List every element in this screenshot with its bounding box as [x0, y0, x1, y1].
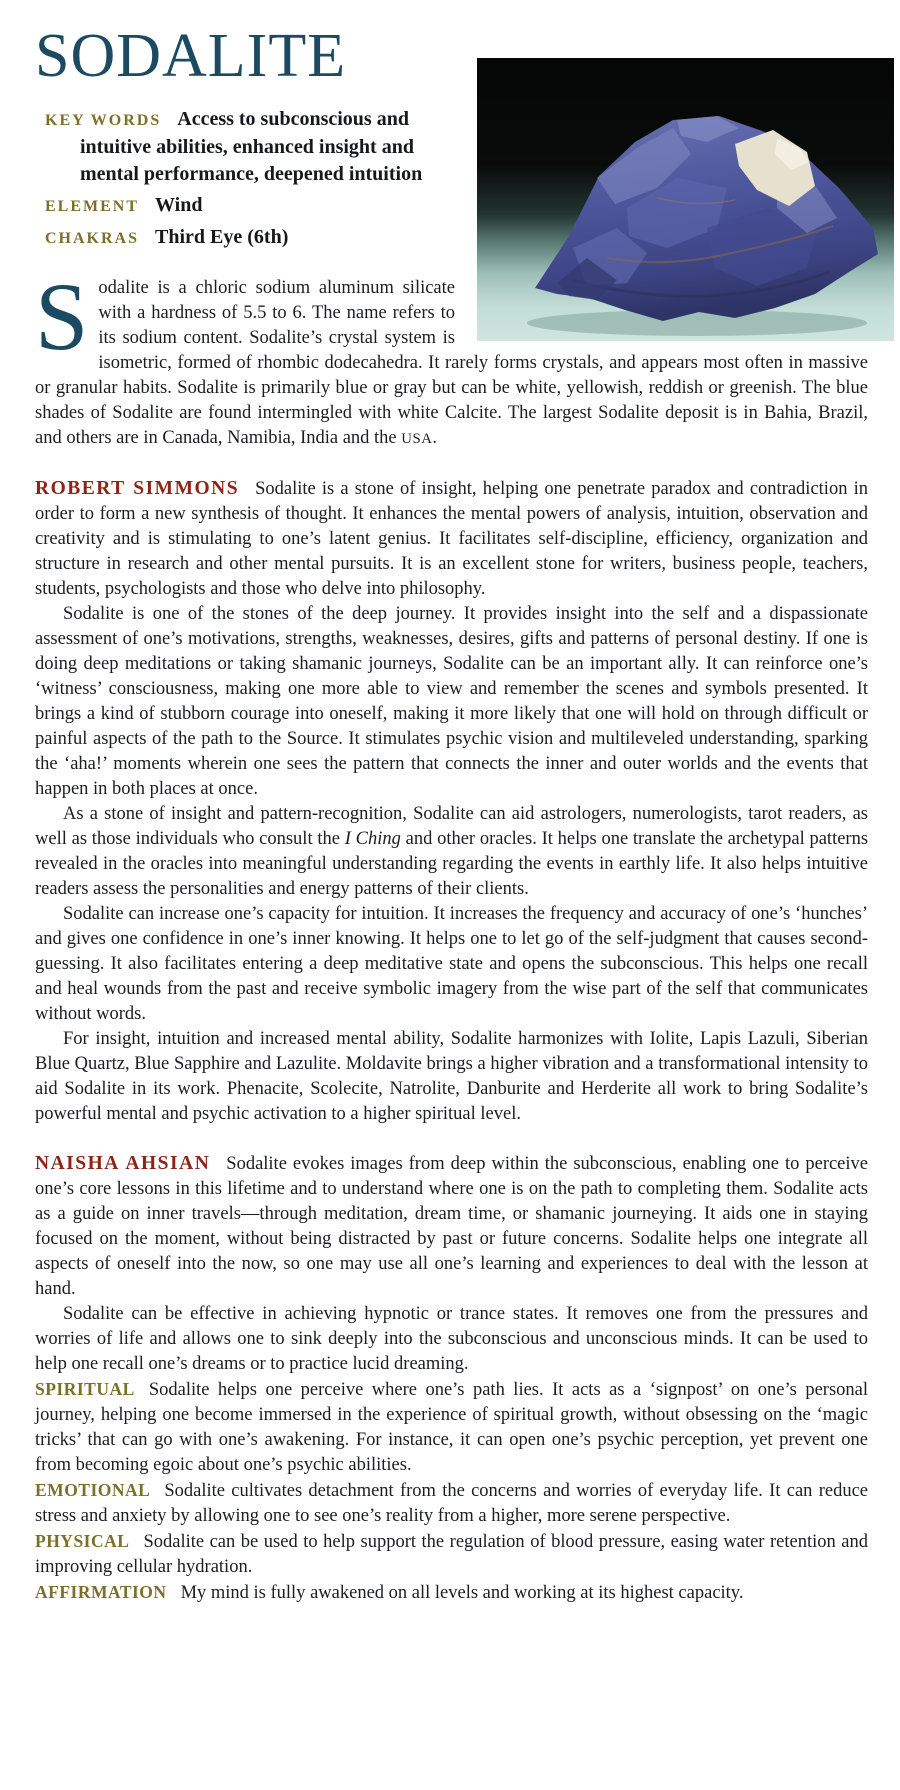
paragraph-text: Sodalite evokes images from deep within the subconscious, enabling one to perceive one’s core lessons in this lifetime and to understand where one is on the path to completing them. Sodalite acts as a guide on inner travels—through meditation, dream time, or shamanic journeying. It aids one in staying focused on the moment, without being distracted by past or future concerns. Sodalite helps one integrate all aspects of oneself into the now, so one may use all one’s learning and experiences to deal with the lesson at hand. [35, 1154, 868, 1299]
paragraph-text: Sodalite helps one perceive where one’s path lies. It acts as a ‘signpost’ on one’s personal journey, helping one become immersed in the experience of spiritual growth, without obsessing on the ‘magic tricks’ that can go with one’s awakening. For instance, it can open one’s psychic perception, yet prevent one from becoming egoic about one’s psychic abilities. [35, 1380, 868, 1475]
section-robert-simmons [35, 476, 868, 1127]
paragraph-text: Sodalite is a stone of insight, helping one penetrate paradox and contradiction in order to form a new synthesis of thought. It enhances the mental powers of analysis, intuition, observation and creativity and is stimulating to one’s latent genius. It facilitates self-discipline, efficiency, organization and structure in research and other mental pursuits. It is an excellent stone for writers, business people, teachers, students, psychologists and those who delve into philosophy. [35, 479, 868, 599]
simmons-paragraph-2 [35, 602, 868, 802]
paragraph-text: As a stone of insight and pattern-recognition, Sodalite can aid astrologers, numerologists, tarot readers, as well as those individuals who consult the [35, 804, 868, 849]
subsection-affirmation [35, 1580, 868, 1606]
element-label: ELEMENT [45, 198, 140, 215]
property-chakras [35, 224, 475, 252]
chakras-label: CHAKRAS [45, 230, 140, 247]
spiritual-label: SPIRITUAL [35, 1379, 135, 1399]
paragraph-text: Sodalite can be used to help support the regulation of blood pressure, easing water retention and improving cellular hydration. [35, 1532, 868, 1577]
i-ching-italic: I Ching [344, 829, 401, 849]
simmons-paragraph-4 [35, 902, 868, 1027]
physical-label: PHYSICAL [35, 1531, 130, 1551]
subsection-spiritual [35, 1377, 868, 1478]
drop-cap: S [35, 263, 89, 370]
simmons-paragraph-1 [35, 476, 868, 602]
simmons-paragraph-3 [35, 802, 868, 902]
section-naisha-ahsian [35, 1151, 868, 1606]
key-words-value: Access to subconscious and intuitive abilities, enhanced insight and mental performance, deepened intuition [80, 108, 423, 185]
sodalite-rock-illustration [477, 58, 894, 341]
paragraph-text: My mind is fully awakened on all levels and working at its highest capacity. [180, 1583, 744, 1603]
simmons-paragraph-5 [35, 1027, 868, 1127]
intro-text-end: . [432, 428, 438, 448]
affirmation-label: AFFIRMATION [35, 1582, 167, 1602]
property-key-words [35, 106, 475, 188]
ahsian-paragraph-2 [35, 1302, 868, 1377]
paragraph-text: Sodalite is one of the stones of the deep journey. It provides insight into the self and a dispassionate assessment of one’s motivations, strengths, weaknesses, desires, gifts and patterns of personal destiny. If one is doing deep meditations or taking shamanic journeys, Sodalite can be an important ally. It can reinforce one’s ‘witness’ consciousness, making one more able to view and remember the scenes and symbols presented. It brings a kind of stubborn courage into oneself, making it more likely that one will hold on through difficult or painful aspects of the path to the Source. It stimulates psychic vision and multileveled understanding, sparking the ‘aha!’ moments wherein one sees the pattern that connects the inner and outer worlds and the events that happen in both places at once. [35, 604, 868, 799]
page-title: SODALITE [35, 22, 347, 90]
paragraph-text: Sodalite cultivates detachment from the concerns and worries of everyday life. It can reduce stress and anxiety by allowing one to see one’s reality from a higher, more serene perspective. [35, 1481, 868, 1526]
sodalite-photo [477, 58, 894, 341]
paragraph-text: Sodalite can be effective in achieving hypnotic or trance states. It removes one from the pressures and worries of life and allows one to sink deeply into the subconscious and unconscious minds. It can be used to help one recall one’s dreams or to practice lucid dreaming. [35, 1304, 868, 1374]
key-words-label: KEY WORDS [45, 112, 162, 129]
intro-text: odalite is a chloric sodium aluminum silicate with a hardness of 5.5 to 6. The name refers to its sodium content. Sodalite’s crystal system is isometric, formed of rhombic dodecahedra. It rarely forms crystals, and appears most often in massive or granular habits. Sodalite is primarily blue or gray but can be white, yellowish, reddish or greenish. The blue shades of Sodalite are found intermingled with white Calcite. The largest Sodalite deposit is in Bahia, Brazil, and others are in Canada, Namibia, India and the [35, 278, 868, 448]
stone-properties [35, 106, 475, 252]
usa-smallcaps: USA [401, 431, 433, 447]
subsection-emotional [35, 1478, 868, 1529]
paragraph-text: For insight, intuition and increased mental ability, Sodalite harmonizes with Iolite, Lapis Lazuli, Siberian Blue Quartz, Blue Sapphire and Lazulite. Moldavite brings a higher vibration and a transformational intensity to aid Sodalite in its work. Phenacite, Scolecite, Natrolite, Danburite and Herderite all work to bring Sodalite’s powerful mental and psychic activation to a higher spiritual level. [35, 1029, 868, 1124]
paragraph-text: Sodalite can increase one’s capacity for intuition. It increases the frequency and accuracy of one’s ‘hunches’ and gives one confidence in one’s inner knowing. It helps one to let go of the self-judgment that causes second-guessing. It also facilitates entering a deep meditative state and opens the subconscious. This helps one recall and heal wounds from the past and receive symbolic imagery from the wise part of the self that communicates without words. [35, 904, 868, 1024]
heading-robert-simmons: ROBERT SIMMONS [35, 478, 240, 499]
emotional-label: EMOTIONAL [35, 1480, 151, 1500]
ahsian-paragraph-1 [35, 1151, 868, 1302]
chakras-value: Third Eye (6th) [155, 226, 289, 248]
property-element [35, 192, 475, 220]
element-value: Wind [155, 194, 203, 216]
heading-naisha-ahsian: NAISHA AHSIAN [35, 1153, 211, 1174]
subsection-physical [35, 1529, 868, 1580]
paragraph-text: and other oracles. It helps one translate the archetypal patterns revealed in the oracles into meaningful understanding regarding the events in earthly life. It also helps intuitive readers assess the personalities and energy patterns of their clients. [35, 829, 869, 899]
